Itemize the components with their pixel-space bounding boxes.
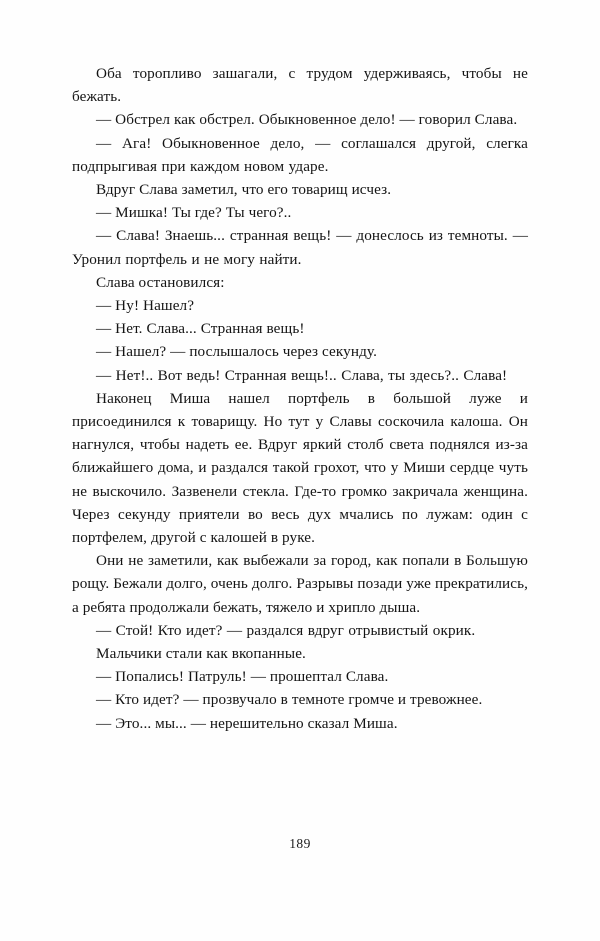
paragraph: — Слава! Знаешь... странная вещь! — донеслось из темноты. — Уронил портфель и не могу найти. (72, 227, 528, 268)
page-number: 189 (289, 836, 311, 851)
page-text-body (72, 62, 528, 735)
paragraph: Слава остановился: (96, 273, 225, 291)
paragraph: Вдруг Слава заметил, что его товарищ исчез. (96, 181, 392, 199)
paragraph: Оба торопливо зашагали, с трудом удерживаясь, чтобы не бежать. (72, 65, 528, 106)
paragraph: — Нет. Слава... Странная вещь! (96, 320, 305, 338)
paragraph: Мальчики стали как вкопанные. (96, 645, 306, 663)
paragraph: — Ну! Нашел? (96, 297, 195, 315)
paragraph: — Нет!.. Вот ведь! Странная вещь!.. Слава, ты здесь?.. Слава! (96, 366, 508, 384)
paragraph: Наконец Миша нашел портфель в большой луже и присоединился к товарищу. Но тут у Славы соскочила калоша. Он нагнулся, чтобы надеть ее. Вдруг яркий столб света поднялся из-за ближайшего дома, и раздался такой грохот, что у Миши сердце чуть не выскочило. Зазвенели стекла. Где-то громко закричала женщина. Через секунду приятели во весь дух мчались по лужам: один с портфелем, другой с калошей в руке. (72, 389, 528, 547)
paragraph: Они не заметили, как выбежали за город, как попали в Большую рощу. Бежали долго, очень долго. Разрывы позади уже прекратились, а ребята продолжали бежать, тяжело и хрипло дыша. (72, 552, 528, 616)
paragraph: — Это... мы... — нерешительно сказал Миша. (96, 714, 398, 732)
paragraph: — Стой! Кто идет? — раздался вдруг отрывистый окрик. (96, 621, 476, 639)
paragraph: — Ага! Обыкновенное дело, — соглашался другой, слегка подпрыгивая при каждом новом ударе. (72, 134, 528, 175)
paragraph: — Нашел? — послышалось через секунду. (96, 343, 377, 361)
paragraph: — Мишка! Ты где? Ты чего?.. (96, 204, 292, 222)
paragraph: — Кто идет? — прозвучало в темноте громче и тревожнее. (96, 691, 483, 709)
paragraph: — Обстрел как обстрел. Обыкновенное дело! — говорил Слава. (96, 111, 518, 129)
paragraph: — Попались! Патруль! — прошептал Слава. (96, 668, 389, 686)
